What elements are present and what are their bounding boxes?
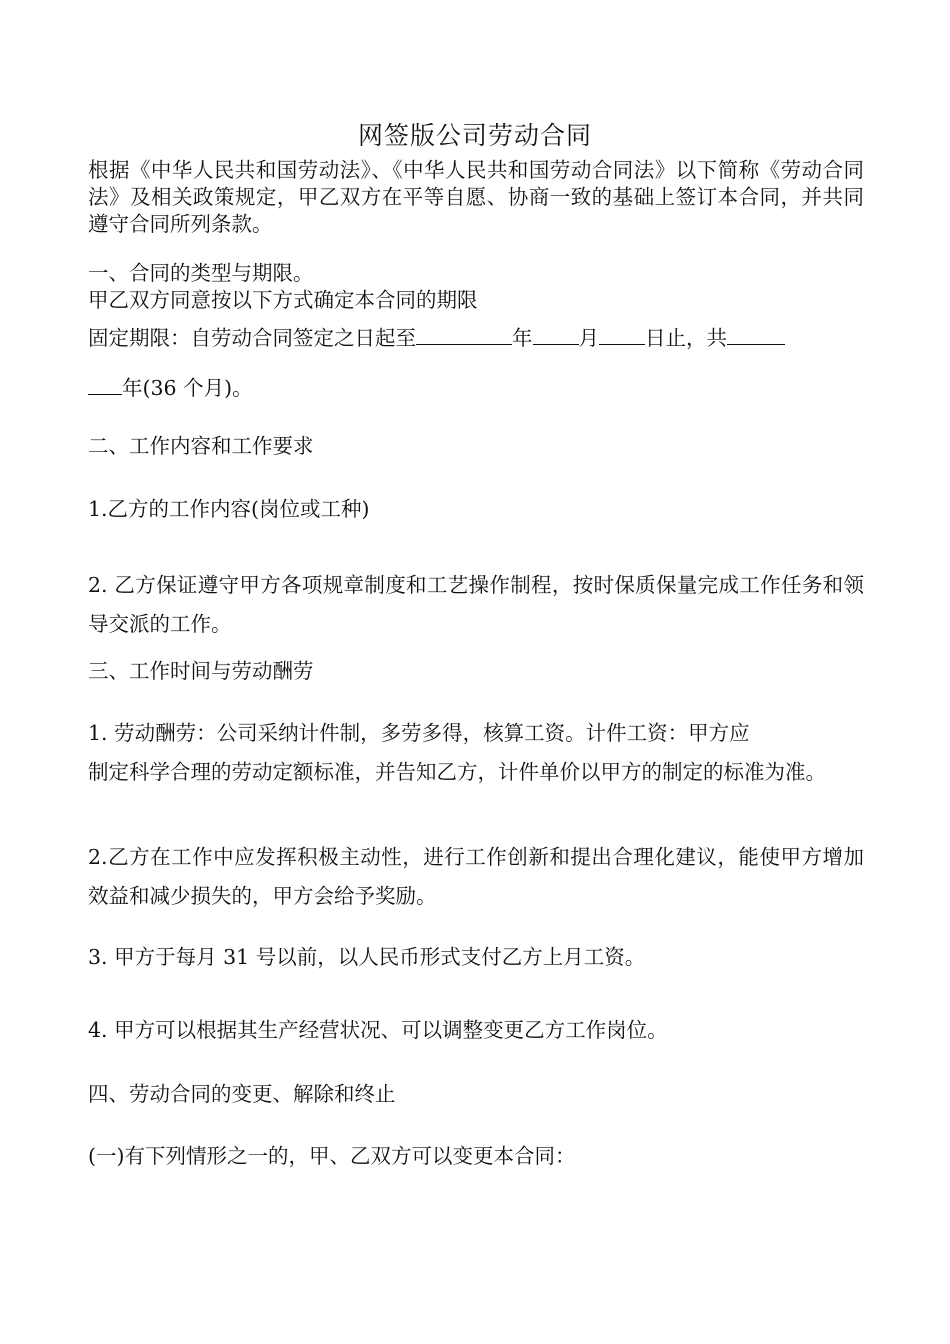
section3-item2: 2.乙方在工作中应发挥积极主动性，进行工作创新和提出合理化建议，能使甲方增加效益和减少损失的，甲方会给予奖励。	[88, 845, 864, 908]
total-years-blank-part2[interactable]	[88, 372, 122, 395]
document-title: 网签版公司劳动合同	[357, 121, 592, 150]
section3-item1-line1: 1. 劳动酬劳：公司采纳计件制，多劳多得，核算工资。计件工资：甲方应	[88, 721, 750, 745]
total-term-suffix: 年(36 个月)。	[122, 376, 253, 400]
section4-heading: 四、劳动合同的变更、解除和终止	[88, 1082, 396, 1106]
year-label: 年	[512, 326, 533, 350]
section3-item3: 3. 甲方于每月 31 号以前，以人民币形式支付乙方上月工资。	[88, 945, 646, 969]
section1-heading: 一、合同的类型与期限。	[88, 261, 314, 285]
section2-heading: 二、工作内容和工作要求	[88, 434, 314, 458]
section4-item1: (一)有下列情形之一的，甲、乙双方可以变更本合同：	[88, 1144, 576, 1168]
day-until-label: 日止，共	[645, 326, 727, 350]
end-month-blank[interactable]	[533, 322, 579, 345]
fixed-term-line	[88, 322, 864, 352]
intro-paragraph: 根据《中华人民共和国劳动法》、《中华人民共和国劳动合同法》以下简称《劳动合同法》及相关政策规定，甲乙双方在平等自愿、协商一致的基础上签订本合同，并共同遵守合同所列条款。	[88, 158, 864, 236]
end-year-blank[interactable]	[416, 322, 512, 345]
section2-item1: 1.乙方的工作内容(岗位或工种)	[88, 497, 370, 521]
total-years-blank-part1[interactable]	[727, 322, 785, 345]
end-day-blank[interactable]	[599, 322, 645, 345]
total-term-line	[88, 372, 864, 402]
section3-heading: 三、工作时间与劳动酬劳	[88, 659, 314, 683]
section2-item2: 2. 乙方保证遵守甲方各项规章制度和工艺操作制程，按时保质保量完成工作任务和领导交派的工作。	[88, 573, 864, 636]
section3-item4: 4. 甲方可以根据其生产经营状况、可以调整变更乙方工作岗位。	[88, 1018, 668, 1042]
fixed-term-prefix: 固定期限：自劳动合同签定之日起至	[88, 326, 416, 350]
section1-line1: 甲乙双方同意按以下方式确定本合同的期限	[88, 288, 478, 312]
section3-item1-rest: 制定科学合理的劳动定额标准，并告知乙方，计件单价以甲方的制定的标准为准。	[88, 760, 826, 784]
month-label: 月	[578, 326, 599, 350]
